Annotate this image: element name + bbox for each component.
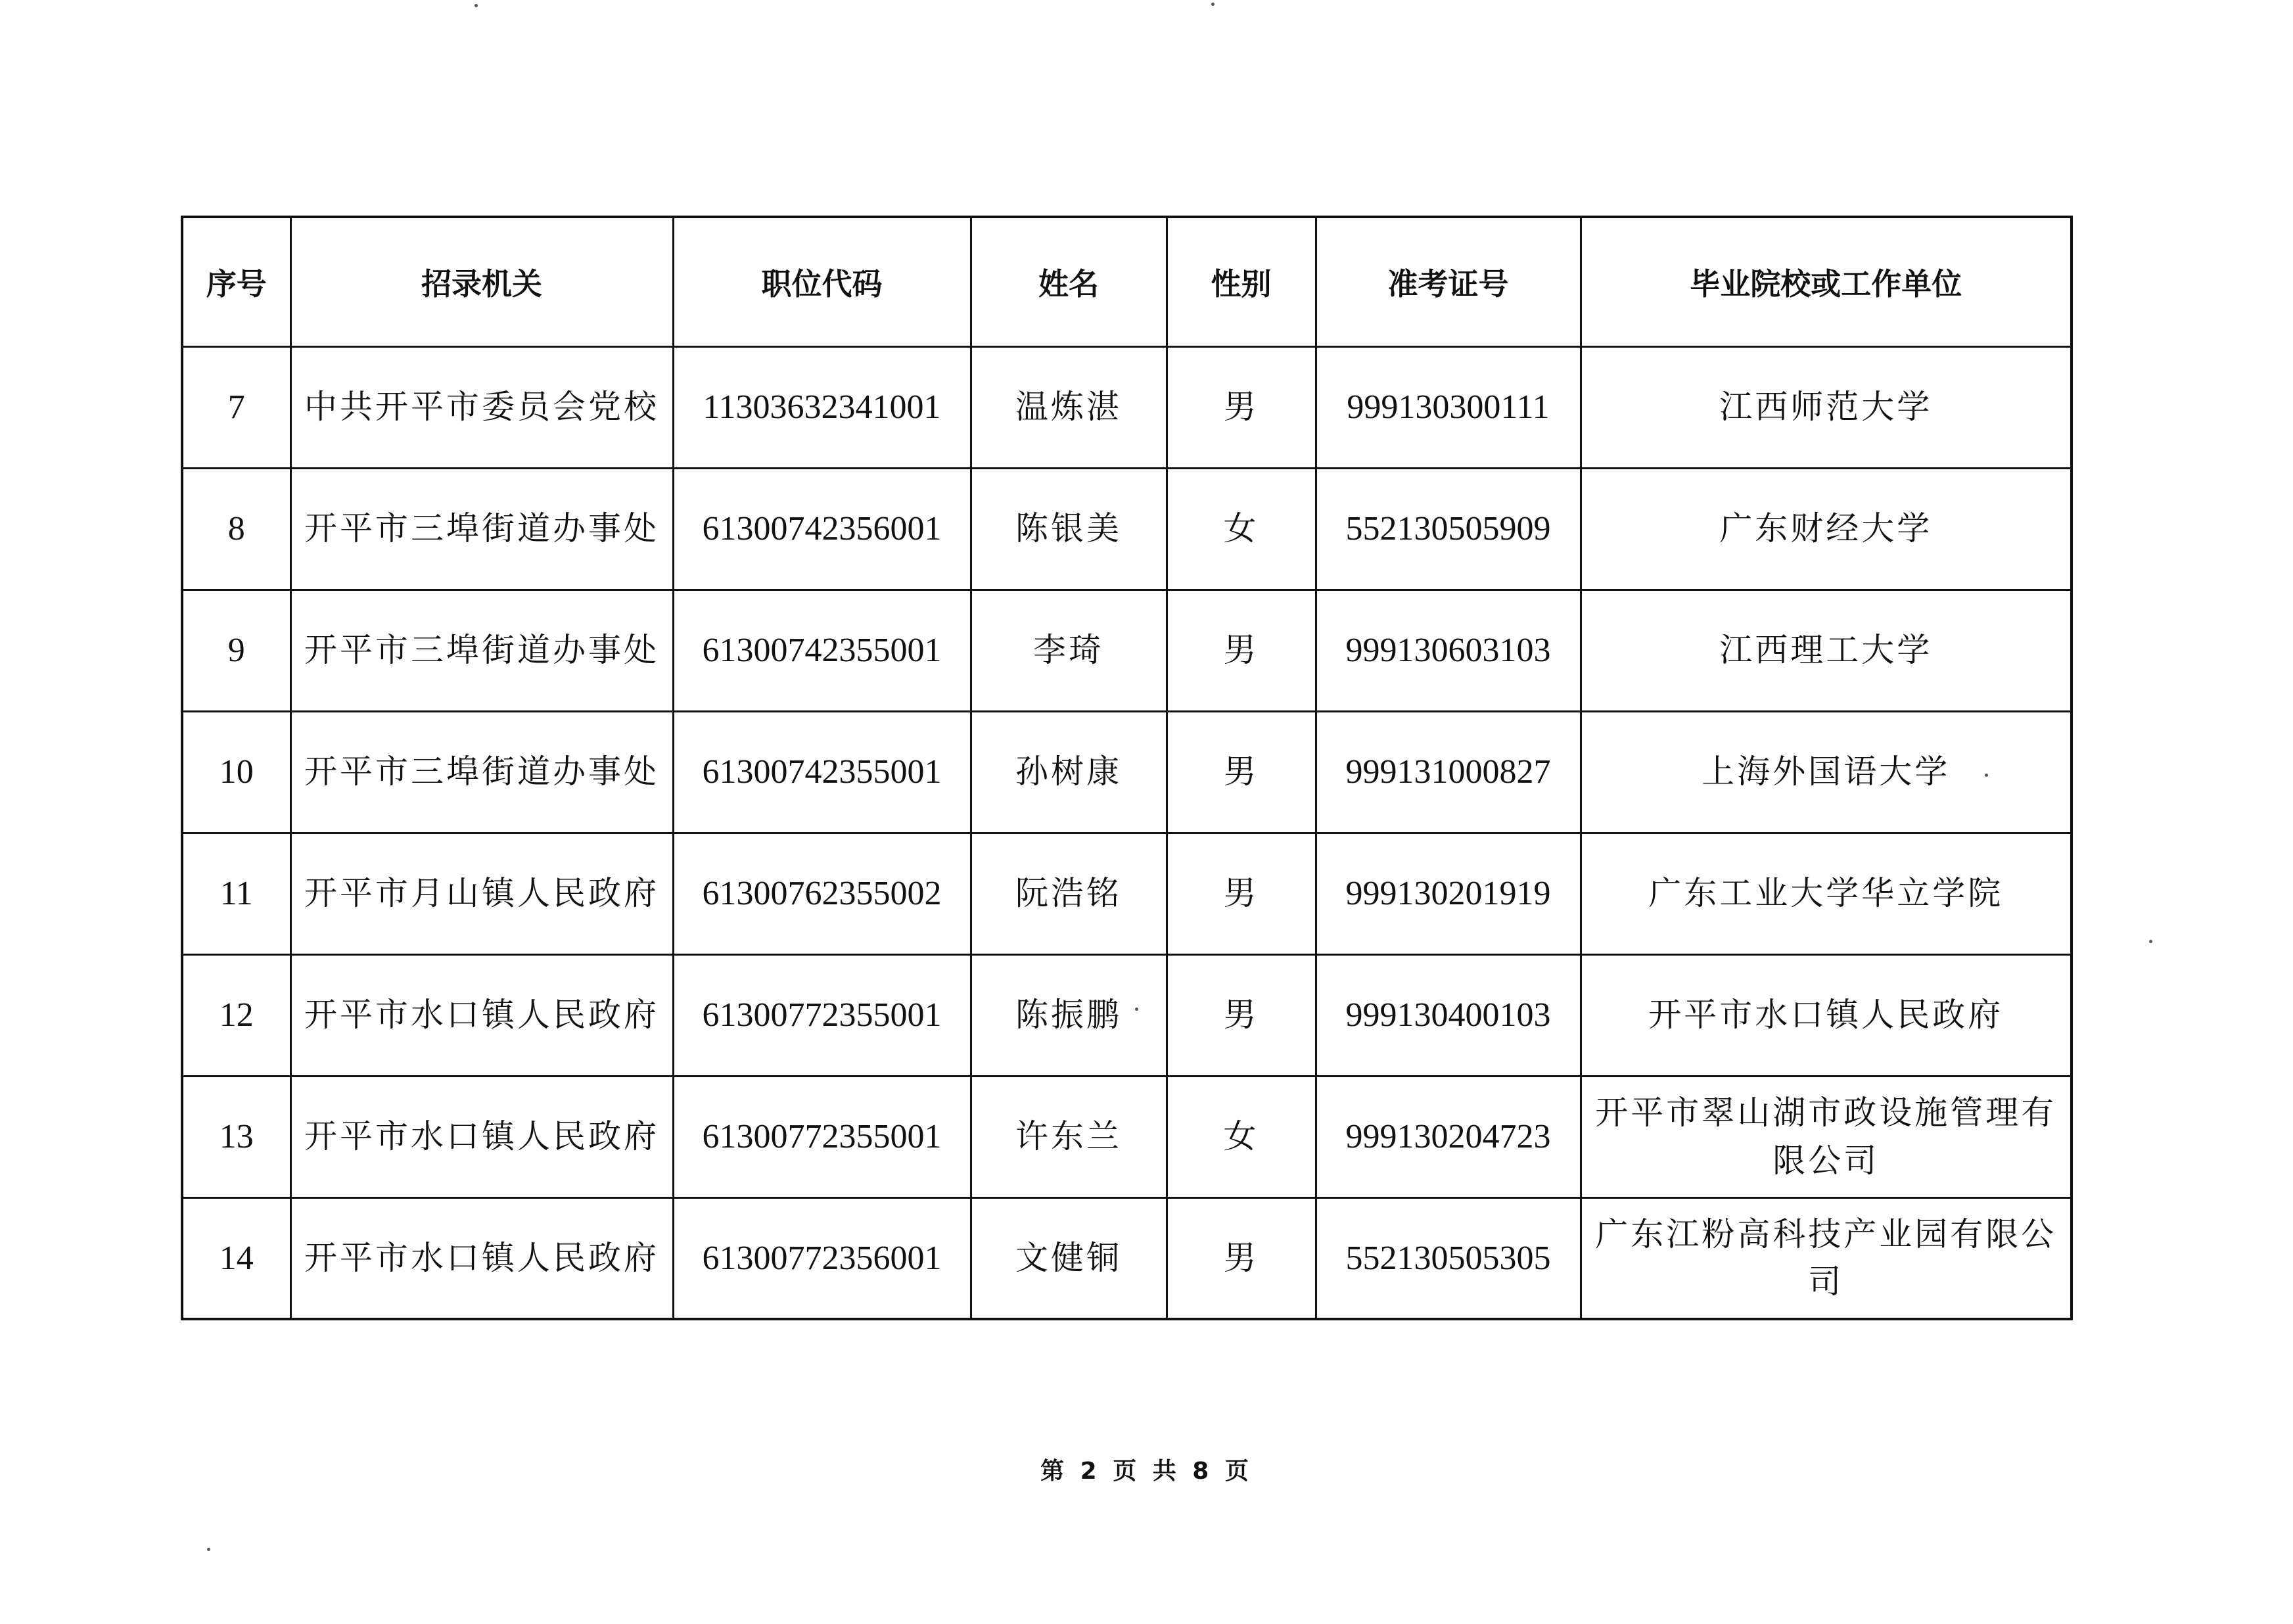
cell-agency: 开平市三埠街道办事处: [290, 590, 673, 711]
cell-exam-id: 999130204723: [1316, 1076, 1581, 1197]
cell-gender: 男: [1167, 346, 1316, 468]
table-row: [182, 1197, 2072, 1319]
scan-speck: [1211, 3, 1215, 6]
cell-exam-id: 999130201919: [1316, 833, 1581, 954]
cell-index: 10: [182, 711, 290, 833]
table-row: [182, 346, 2072, 468]
header-agency: 招录机关: [290, 217, 673, 346]
cell-agency: 开平市三埠街道办事处: [290, 711, 673, 833]
scan-speck: [2149, 940, 2152, 943]
table-row: [182, 711, 2072, 833]
cell-position-code: 11303632341001: [673, 346, 971, 468]
cell-position-code: 61300742355001: [673, 590, 971, 711]
cell-name: 阮浩铭: [971, 833, 1167, 954]
cell-gender: 男: [1167, 711, 1316, 833]
table-header-row: [182, 217, 2072, 346]
cell-name: 孙树康: [971, 711, 1167, 833]
cell-index: 12: [182, 954, 290, 1076]
cell-name: 文健铜: [971, 1197, 1167, 1319]
cell-school-or-employer: 广东江粉高科技产业园有限公司: [1581, 1197, 2072, 1319]
cell-index: 13: [182, 1076, 290, 1197]
cell-name: 温炼湛: [971, 346, 1167, 468]
header-name: 姓名: [971, 217, 1167, 346]
cell-index: 8: [182, 468, 290, 590]
cell-gender: 女: [1167, 1076, 1316, 1197]
cell-school-or-employer: 上海外国语大学: [1581, 711, 2072, 833]
cell-name: 陈振鹏: [971, 954, 1167, 1076]
cell-gender: 男: [1167, 954, 1316, 1076]
cell-agency: 开平市水口镇人民政府: [290, 1197, 673, 1319]
table-row: [182, 833, 2072, 954]
table-row: [182, 468, 2072, 590]
cell-gender: 男: [1167, 590, 1316, 711]
table-row: [182, 1076, 2072, 1197]
cell-index: 14: [182, 1197, 290, 1319]
cell-index: 7: [182, 346, 290, 468]
cell-position-code: 61300742356001: [673, 468, 971, 590]
header-exam-id: 准考证号: [1316, 217, 1581, 346]
cell-agency: 开平市水口镇人民政府: [290, 1076, 673, 1197]
cell-agency: 开平市水口镇人民政府: [290, 954, 673, 1076]
cell-school-or-employer: 江西师范大学: [1581, 346, 2072, 468]
cell-exam-id: 999130300111: [1316, 346, 1581, 468]
scan-speck: [1135, 1008, 1138, 1011]
cell-exam-id: 999131000827: [1316, 711, 1581, 833]
cell-gender: 男: [1167, 833, 1316, 954]
cell-name: 陈银美: [971, 468, 1167, 590]
cell-position-code: 61300742355001: [673, 711, 971, 833]
page-number: 第 2 页 共 8 页: [1040, 1458, 1253, 1485]
cell-position-code: 61300772356001: [673, 1197, 971, 1319]
table-row: [182, 590, 2072, 711]
cell-position-code: 61300772355001: [673, 1076, 971, 1197]
cell-school-or-employer: 开平市水口镇人民政府: [1581, 954, 2072, 1076]
cell-index: 11: [182, 833, 290, 954]
cell-name: 许东兰: [971, 1076, 1167, 1197]
cell-agency: 中共开平市委员会党校: [290, 346, 673, 468]
header-school-or-employer: 毕业院校或工作单位: [1581, 217, 2072, 346]
cell-exam-id: 552130505909: [1316, 468, 1581, 590]
cell-gender: 男: [1167, 1197, 1316, 1319]
cell-position-code: 61300772355001: [673, 954, 971, 1076]
cell-school-or-employer: 开平市翠山湖市政设施管理有限公司: [1581, 1076, 2072, 1197]
scan-speck: [207, 1548, 210, 1551]
cell-exam-id: 999130603103: [1316, 590, 1581, 711]
header-index: 序号: [182, 217, 290, 346]
header-position-code: 职位代码: [673, 217, 971, 346]
cell-school-or-employer: 广东财经大学: [1581, 468, 2072, 590]
cell-agency: 开平市月山镇人民政府: [290, 833, 673, 954]
cell-position-code: 61300762355002: [673, 833, 971, 954]
cell-agency: 开平市三埠街道办事处: [290, 468, 673, 590]
cell-name: 李琦: [971, 590, 1167, 711]
scan-speck: [475, 4, 478, 7]
cell-gender: 女: [1167, 468, 1316, 590]
admission-table: [181, 216, 2073, 1320]
cell-exam-id: 552130505305: [1316, 1197, 1581, 1319]
cell-index: 9: [182, 590, 290, 711]
header-gender: 性别: [1167, 217, 1316, 346]
table-row: [182, 954, 2072, 1076]
cell-school-or-employer: 广东工业大学华立学院: [1581, 833, 2072, 954]
scan-speck: [1985, 774, 1988, 777]
cell-exam-id: 999130400103: [1316, 954, 1581, 1076]
cell-school-or-employer: 江西理工大学: [1581, 590, 2072, 711]
